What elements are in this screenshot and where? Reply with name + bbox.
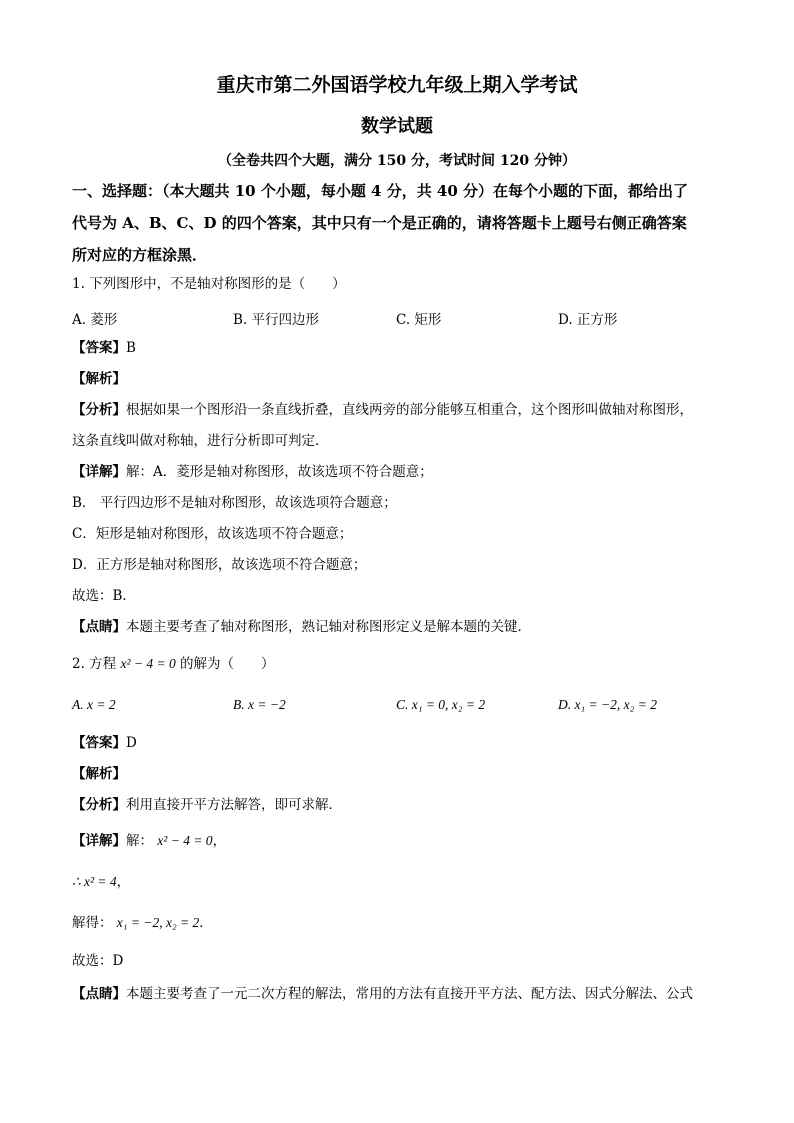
q2-step2-line (72, 873, 130, 891)
q1-fenxi-line2: 这条直线叫做对称轴，进行分析即可判定． (72, 433, 329, 449)
q1-xiangjie-line3: C．矩形是轴对称图形，故该选项不符合题意； (72, 526, 353, 542)
q2-analysis-tag: 【解析】 (72, 766, 126, 782)
q1-xiangjie-line4: D．正方形是轴对称图形，故该选项不符合题意； (72, 557, 367, 573)
school-title: 重庆市第二外国语学校九年级上期入学考试 (216, 74, 578, 96)
subject-title: 数学试题 (361, 116, 433, 137)
q2-fenxi-text: 利用直接开平方法解答，即可求解． (126, 797, 342, 813)
q2-fenxi-line (72, 796, 342, 814)
q1-stem: 1. 下列图形中，不是轴对称图形的是（ ） (72, 276, 346, 292)
q1-xiangjie-tag: 【详解】 (72, 464, 126, 480)
section1-heading-line3: 所对应的方框涂黑． (72, 246, 208, 264)
q1-option-c: C. 矩形 (396, 312, 442, 328)
q2-step3-prefix: 解得： (72, 915, 113, 931)
q1-fenxi-text1: 根据如果一个图形沿一条直线折叠，直线两旁的部分能够互相重合，这个图形叫做轴对称图形， (126, 402, 693, 418)
q2-stem (72, 655, 275, 673)
exam-info: （全卷共四个大题，满分 150 分，考试时间 120 分钟） (218, 153, 576, 169)
q2-stem-prefix: 2. 方程 (72, 656, 117, 672)
q2-xiangjie-line1 (72, 832, 226, 850)
q1-fenxi-tag: 【分析】 (72, 402, 126, 418)
q2-dianjing-tag: 【点睛】 (72, 986, 126, 1002)
section1-heading-line2: 代号为 A、B、C、D 的四个答案，其中只有一个是正确的，请将答题卡上题号右侧正确答案 (72, 214, 687, 232)
q1-answer: B (126, 340, 136, 356)
q2-answer-line (72, 734, 137, 752)
q2-choose: 故选：D (72, 953, 124, 969)
q2-xiangjie-suffix: ， (212, 833, 227, 849)
q2-dianjing-text: 本题主要考查了一元二次方程的解法，常用的方法有直接开平方法、配方法、因式分解法、公式 (126, 986, 693, 1002)
q1-analysis-tag: 【解析】 (72, 371, 126, 387)
q2-option-a: A. x = 2 (72, 697, 116, 712)
q2-xiangjie-tag: 【详解】 (72, 833, 126, 849)
q2-step2-suffix: ， (116, 874, 131, 890)
q2-option-c: C. x₁ = 0, x₂ = 2 (396, 697, 486, 712)
q1-option-a: A. 菱形 (72, 312, 118, 328)
q2-answer-tag: 【答案】 (72, 735, 126, 751)
q1-answer-line (72, 339, 136, 357)
q1-xiangjie-line2: B． 平行四边形不是轴对称图形，故该选项符合题意； (72, 495, 397, 511)
q1-answer-tag: 【答案】 (72, 340, 126, 356)
q2-stem-suffix: 的解为（ ） (180, 656, 275, 672)
q2-xiangjie-prefix: 解： (126, 833, 153, 849)
q1-dianjing-text: 本题主要考查了轴对称图形，熟记轴对称图形定义是解本题的关键． (126, 619, 531, 635)
q1-xiangjie-line1 (72, 463, 433, 481)
section1-heading-line1: 一、选择题：（本大题共 10 个小题，每小题 4 分，共 40 分）在每个小题的下面，都给出了 (72, 182, 689, 200)
q1-choose: 故选：B． (72, 588, 136, 604)
q2-option-b: B. x = −2 (233, 697, 286, 712)
q1-analysis-line (72, 370, 126, 388)
q2-step3-equation: x₁ = −2, x₂ = 2 (116, 915, 200, 930)
q1-fenxi-line1 (72, 401, 693, 419)
q2-step2-equation: ∴ x² = 4 (72, 874, 117, 889)
q1-dianjing-line (72, 618, 531, 636)
q2-xiangjie-equation: x² − 4 = 0 (157, 833, 213, 848)
q2-answer: D (126, 735, 137, 751)
q2-fenxi-tag: 【分析】 (72, 797, 126, 813)
q1-dianjing-tag: 【点睛】 (72, 619, 126, 635)
q2-option-d: D. x₁ = −2, x₂ = 2 (558, 697, 657, 712)
q2-step3-line (72, 914, 213, 932)
q2-step3-suffix: ． (199, 915, 213, 931)
q2-analysis-line (72, 765, 126, 783)
q2-dianjing-line (72, 985, 693, 1003)
q2-stem-equation: x² − 4 = 0 (120, 656, 176, 671)
q1-option-b: B. 平行四边形 (233, 312, 320, 328)
q1-xiangjie-text1: 解：A．菱形是轴对称图形，故该选项不符合题意； (126, 464, 433, 480)
q1-option-d: D. 正方形 (558, 312, 618, 328)
